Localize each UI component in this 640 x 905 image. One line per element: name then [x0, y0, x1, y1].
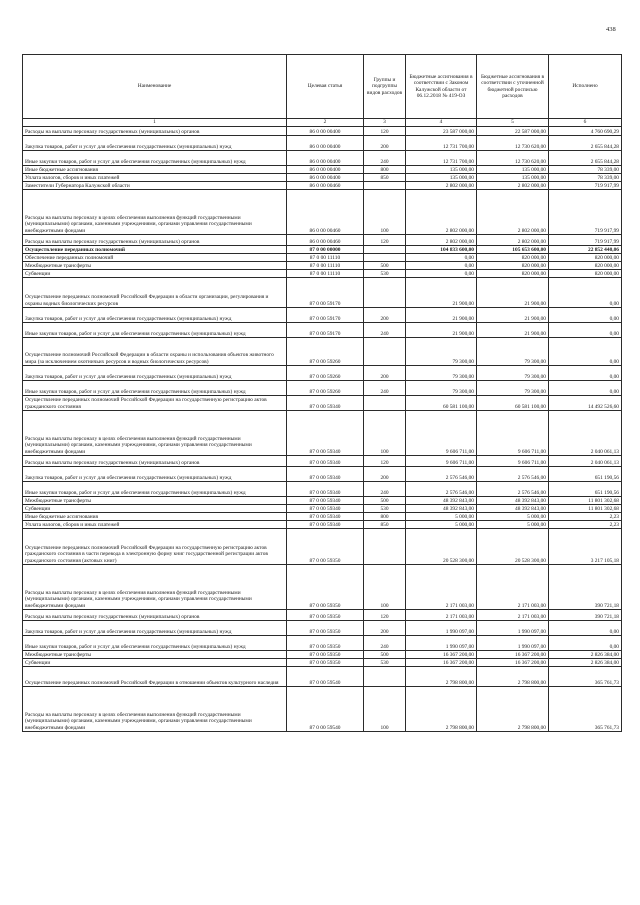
- row-revised: 2 802 000,00: [477, 235, 549, 246]
- row-group: 800: [364, 513, 406, 521]
- row-executed: 2 655 844,28: [549, 151, 622, 166]
- table-row: [23, 190, 622, 235]
- table-row: [23, 467, 622, 482]
- row-executed: 719 917,99: [549, 235, 622, 246]
- row-target: 87 0 00 59260: [287, 366, 364, 381]
- row-revised: 1 990 097,00: [477, 636, 549, 651]
- row-revised: 820 000,00: [477, 270, 549, 278]
- row-revised: 79 300,00: [477, 381, 549, 396]
- table-row: [23, 262, 622, 270]
- table-row: [23, 505, 622, 513]
- row-target: 87 0 00 11110: [287, 270, 364, 278]
- row-executed: 11 801 302,68: [549, 497, 622, 505]
- row-allocated: 5 000,00: [406, 513, 477, 521]
- row-target: 87 0 00 59260: [287, 338, 364, 366]
- row-target: 87 0 00 59340: [287, 497, 364, 505]
- row-revised: 12 730 620,00: [477, 151, 549, 166]
- row-allocated: 23 587 000,00: [406, 127, 477, 136]
- row-group: [364, 182, 406, 190]
- row-name: Межбюджетные трансферты: [23, 262, 287, 270]
- row-executed: 820 000,00: [549, 262, 622, 270]
- row-revised: 2 802 000,00: [477, 190, 549, 235]
- row-target: 87 0 00 59340: [287, 396, 364, 411]
- row-allocated: 48 392 843,00: [406, 505, 477, 513]
- row-revised: 135 000,00: [477, 166, 549, 174]
- row-name: Иные бюджетные ассигнования: [23, 513, 287, 521]
- row-group: 530: [364, 270, 406, 278]
- row-revised: 12 730 620,00: [477, 136, 549, 151]
- row-name: Закупка товаров, работ и услуг для обеспечения государственных (муниципальных) нужд: [23, 621, 287, 636]
- row-group: 500: [364, 262, 406, 270]
- row-executed: 0,00: [549, 323, 622, 338]
- row-target: 87 0 00 59260: [287, 381, 364, 396]
- table-row: [23, 529, 622, 565]
- row-revised: 21 900,00: [477, 323, 549, 338]
- column-number: 6: [549, 119, 622, 127]
- row-allocated: 79 300,00: [406, 381, 477, 396]
- table-row: [23, 254, 622, 262]
- row-name: Расходы на выплаты персоналу государственных (муниципальных) органов: [23, 127, 287, 136]
- row-target: 86 0 00 00400: [287, 166, 364, 174]
- row-name: Закупка товаров, работ и услуг для обеспечения государственных (муниципальных) нужд: [23, 308, 287, 323]
- table-row: [23, 521, 622, 529]
- table-row: [23, 497, 622, 505]
- header-target: Целевая статья: [287, 55, 364, 119]
- row-name: Закупка товаров, работ и услуг для обеспечения государственных (муниципальных) нужд: [23, 136, 287, 151]
- row-name: Расходы на выплаты персоналу государственных (муниципальных) органов: [23, 456, 287, 467]
- row-name: Осуществление переданных полномочий Российской Федерации в отношении объектов культурного наследия: [23, 667, 287, 687]
- table-row: [23, 278, 622, 308]
- row-revised: 48 392 843,00: [477, 497, 549, 505]
- row-revised: 79 300,00: [477, 366, 549, 381]
- row-target: 87 0 00 59340: [287, 505, 364, 513]
- table-row: [23, 174, 622, 182]
- table-row: [23, 366, 622, 381]
- row-executed: 2 826 384,00: [549, 659, 622, 667]
- row-group: 200: [364, 136, 406, 151]
- row-name: Субвенции: [23, 659, 287, 667]
- row-group: 850: [364, 521, 406, 529]
- row-group: 100: [364, 565, 406, 610]
- table-row: [23, 396, 622, 411]
- row-revised: 5 000,00: [477, 521, 549, 529]
- row-allocated: 2 798 800,00: [406, 687, 477, 732]
- row-target: 87 0 00 59170: [287, 278, 364, 308]
- row-allocated: 12 731 700,00: [406, 136, 477, 151]
- row-name: Расходы на выплаты персоналу в целях обеспечения выполнения функций государственными (муниципальными) органами, казенными учреждениями, органами управления государственными внебюджетными фондами: [23, 687, 287, 732]
- row-executed: 2 040 061,13: [549, 456, 622, 467]
- row-target: 86 0 00 00460: [287, 235, 364, 246]
- row-allocated: 0,00: [406, 254, 477, 262]
- row-executed: 78 339,00: [549, 174, 622, 182]
- row-name: Уплата налогов, сборов и иных платежей: [23, 521, 287, 529]
- row-target: 87 0 00 59350: [287, 651, 364, 659]
- row-name: Расходы на выплаты персоналу в целях обеспечения выполнения функций государственными (муниципальными) органами, казенными учреждениями, органами управления государственными внебюджетными фондами: [23, 565, 287, 610]
- table-row: [23, 338, 622, 366]
- row-name: Межбюджетные трансферты: [23, 497, 287, 505]
- row-executed: 4 760 690,29: [549, 127, 622, 136]
- column-number: 3: [364, 119, 406, 127]
- row-allocated: 79 300,00: [406, 338, 477, 366]
- row-name: Иные бюджетные ассигнования: [23, 166, 287, 174]
- row-executed: 820 000,00: [549, 270, 622, 278]
- row-executed: 0,00: [549, 621, 622, 636]
- row-revised: 2 171 003,00: [477, 610, 549, 621]
- row-executed: 651 190,56: [549, 482, 622, 497]
- row-executed: 390 721,18: [549, 610, 622, 621]
- row-revised: 5 000,00: [477, 513, 549, 521]
- row-revised: 2 576 546,00: [477, 467, 549, 482]
- row-group: [364, 529, 406, 565]
- row-group: [364, 254, 406, 262]
- row-executed: 2 655 844,28: [549, 136, 622, 151]
- row-name: Заместители Губернатора Калужской области: [23, 182, 287, 190]
- row-revised: 60 581 100,00: [477, 396, 549, 411]
- row-group: 200: [364, 467, 406, 482]
- table-row: [23, 636, 622, 651]
- row-group: 200: [364, 621, 406, 636]
- row-name: Иные закупки товаров, работ и услуг для обеспечения государственных (муниципальных) нужд: [23, 151, 287, 166]
- row-executed: 719 917,99: [549, 182, 622, 190]
- row-revised: 1 990 097,00: [477, 621, 549, 636]
- table-row: [23, 610, 622, 621]
- row-name: Расходы на выплаты персоналу государственных (муниципальных) органов: [23, 610, 287, 621]
- row-name: Межбюджетные трансферты: [23, 651, 287, 659]
- row-target: 86 0 00 00400: [287, 127, 364, 136]
- table-row: [23, 456, 622, 467]
- table-row: [23, 246, 622, 254]
- row-revised: 105 653 600,00: [477, 246, 549, 254]
- row-executed: 0,00: [549, 308, 622, 323]
- row-group: 850: [364, 174, 406, 182]
- row-revised: 2 802 000,00: [477, 182, 549, 190]
- table-row: [23, 411, 622, 456]
- row-target: 86 0 00 00400: [287, 174, 364, 182]
- row-name: Расходы на выплаты персоналу государственных (муниципальных) органов: [23, 235, 287, 246]
- table-row: [23, 308, 622, 323]
- page-number: 438: [606, 26, 616, 33]
- row-group: 120: [364, 456, 406, 467]
- table-row: [23, 166, 622, 174]
- row-executed: 3 217 105,18: [549, 529, 622, 565]
- row-revised: 9 606 711,00: [477, 411, 549, 456]
- row-group: 240: [364, 482, 406, 497]
- table-row: [23, 136, 622, 151]
- row-executed: 365 761,73: [549, 667, 622, 687]
- table-row: [23, 381, 622, 396]
- row-group: 200: [364, 366, 406, 381]
- row-target: 87 0 00 59340: [287, 467, 364, 482]
- row-allocated: 20 528 300,00: [406, 529, 477, 565]
- row-executed: 2,23: [549, 513, 622, 521]
- row-executed: 0,00: [549, 338, 622, 366]
- row-executed: 365 761,73: [549, 687, 622, 732]
- row-allocated: 0,00: [406, 270, 477, 278]
- header-revised: Бюджетные ассигнования в соответствии с уточненной бюджетной росписью расходов: [477, 55, 549, 119]
- row-executed: 0,00: [549, 636, 622, 651]
- row-target: 87 0 00 59540: [287, 667, 364, 687]
- row-allocated: 9 606 711,00: [406, 456, 477, 467]
- row-allocated: 12 731 700,00: [406, 151, 477, 166]
- row-group: [364, 278, 406, 308]
- row-revised: 9 606 711,00: [477, 456, 549, 467]
- row-allocated: 2 171 003,00: [406, 565, 477, 610]
- header-row: [23, 55, 622, 119]
- row-allocated: 21 900,00: [406, 308, 477, 323]
- row-revised: 16 367 200,00: [477, 651, 549, 659]
- row-target: 87 0 00 59340: [287, 411, 364, 456]
- row-name: Закупка товаров, работ и услуг для обеспечения государственных (муниципальных) нужд: [23, 366, 287, 381]
- row-target: 87 0 00 59350: [287, 621, 364, 636]
- row-name: Субвенции: [23, 505, 287, 513]
- table-row: [23, 659, 622, 667]
- row-group: [364, 338, 406, 366]
- table-row: [23, 323, 622, 338]
- row-target: 87 0 00 11110: [287, 262, 364, 270]
- table-row: [23, 667, 622, 687]
- row-allocated: 135 000,00: [406, 166, 477, 174]
- row-allocated: 60 581 100,00: [406, 396, 477, 411]
- row-name: Осуществление переданных полномочий Российской Федерации на государственную регистрацию актов гражданского состояния: [23, 396, 287, 411]
- row-target: 86 0 00 00460: [287, 190, 364, 235]
- row-allocated: 9 606 711,00: [406, 411, 477, 456]
- row-name: Осуществление переданных полномочий Российской Федерации в области организации, регулирования и охраны водных биологических ресурсов: [23, 278, 287, 308]
- row-group: 240: [364, 323, 406, 338]
- row-group: 100: [364, 687, 406, 732]
- row-name: Обеспечение переданных полномочий: [23, 254, 287, 262]
- row-revised: 20 528 300,00: [477, 529, 549, 565]
- table-body: [23, 127, 622, 732]
- row-target: 87 0 00 59340: [287, 456, 364, 467]
- row-allocated: 21 900,00: [406, 323, 477, 338]
- row-revised: 2 576 546,00: [477, 482, 549, 497]
- row-executed: 651 190,56: [549, 467, 622, 482]
- row-group: 240: [364, 636, 406, 651]
- row-allocated: 1 990 097,00: [406, 636, 477, 651]
- row-group: 530: [364, 505, 406, 513]
- row-name: Закупка товаров, работ и услуг для обеспечения государственных (муниципальных) нужд: [23, 467, 287, 482]
- row-name: Расходы на выплаты персоналу в целях обеспечения выполнения функций государственными (муниципальными) органами, казенными учреждениями, органами управления государственными внебюджетными фондами: [23, 190, 287, 235]
- row-target: 87 0 00 59350: [287, 659, 364, 667]
- column-number: 5: [477, 119, 549, 127]
- row-allocated: 79 300,00: [406, 366, 477, 381]
- row-group: 120: [364, 235, 406, 246]
- row-group: 100: [364, 190, 406, 235]
- table-row: [23, 513, 622, 521]
- row-revised: 21 900,00: [477, 308, 549, 323]
- row-group: 240: [364, 151, 406, 166]
- budget-table: [22, 54, 622, 732]
- row-name: Осуществление переданных полномочий: [23, 246, 287, 254]
- table-row: [23, 482, 622, 497]
- row-group: 800: [364, 166, 406, 174]
- table-row: [23, 270, 622, 278]
- row-allocated: 2 798 800,00: [406, 667, 477, 687]
- column-number: 1: [23, 119, 287, 127]
- row-executed: 2,23: [549, 521, 622, 529]
- row-name: Иные закупки товаров, работ и услуг для обеспечения государственных (муниципальных) нужд: [23, 381, 287, 396]
- row-target: 87 0 00 00000: [287, 246, 364, 254]
- column-number: 4: [406, 119, 477, 127]
- row-target: 86 0 00 00460: [287, 182, 364, 190]
- row-allocated: 2 802 000,00: [406, 182, 477, 190]
- row-revised: 21 900,00: [477, 278, 549, 308]
- table-row: [23, 651, 622, 659]
- row-revised: 820 000,00: [477, 254, 549, 262]
- table-row: [23, 235, 622, 246]
- row-revised: 2 798 800,00: [477, 687, 549, 732]
- row-target: 87 0 00 59350: [287, 636, 364, 651]
- row-revised: 16 367 200,00: [477, 659, 549, 667]
- table-row: [23, 687, 622, 732]
- row-revised: 48 392 843,00: [477, 505, 549, 513]
- row-allocated: 104 833 600,00: [406, 246, 477, 254]
- row-group: [364, 667, 406, 687]
- row-group: 120: [364, 127, 406, 136]
- row-allocated: 2 802 000,00: [406, 235, 477, 246]
- row-group: 530: [364, 659, 406, 667]
- row-revised: 2 171 003,00: [477, 565, 549, 610]
- row-target: 87 0 00 59350: [287, 529, 364, 565]
- column-number-row: [23, 119, 622, 127]
- row-group: 500: [364, 651, 406, 659]
- column-number: 2: [287, 119, 364, 127]
- row-allocated: 21 900,00: [406, 278, 477, 308]
- row-group: 120: [364, 610, 406, 621]
- row-name: Иные закупки товаров, работ и услуг для обеспечения государственных (муниципальных) нужд: [23, 482, 287, 497]
- row-revised: 79 300,00: [477, 338, 549, 366]
- table-row: [23, 182, 622, 190]
- row-executed: 719 917,99: [549, 190, 622, 235]
- row-executed: 0,00: [549, 381, 622, 396]
- table-row: [23, 565, 622, 610]
- row-target: 87 0 00 59540: [287, 687, 364, 732]
- header-groups: Группы и подгруппы видов расходов: [364, 55, 406, 119]
- row-allocated: 2 576 546,00: [406, 482, 477, 497]
- table-row: [23, 127, 622, 136]
- row-revised: 22 587 000,00: [477, 127, 549, 136]
- row-allocated: 1 990 097,00: [406, 621, 477, 636]
- row-group: 500: [364, 497, 406, 505]
- row-target: 87 0 00 59340: [287, 521, 364, 529]
- row-executed: 0,00: [549, 278, 622, 308]
- row-name: Субвенции: [23, 270, 287, 278]
- row-allocated: 48 392 843,00: [406, 497, 477, 505]
- row-name: Иные закупки товаров, работ и услуг для обеспечения государственных (муниципальных) нужд: [23, 323, 287, 338]
- row-group: 200: [364, 308, 406, 323]
- row-executed: 0,00: [549, 366, 622, 381]
- row-name: Иные закупки товаров, работ и услуг для обеспечения государственных (муниципальных) нужд: [23, 636, 287, 651]
- row-target: 86 0 00 00400: [287, 151, 364, 166]
- row-group: 240: [364, 381, 406, 396]
- row-executed: 2 040 061,13: [549, 411, 622, 456]
- row-group: 100: [364, 411, 406, 456]
- row-name: Уплата налогов, сборов и иных платежей: [23, 174, 287, 182]
- row-target: 87 0 00 59350: [287, 565, 364, 610]
- row-allocated: 0,00: [406, 262, 477, 270]
- row-executed: 22 852 440,06: [549, 246, 622, 254]
- row-target: 86 0 00 00400: [287, 136, 364, 151]
- table-row: [23, 621, 622, 636]
- table-row: [23, 151, 622, 166]
- row-group: [364, 246, 406, 254]
- row-target: 87 0 00 59350: [287, 610, 364, 621]
- row-allocated: 2 576 546,00: [406, 467, 477, 482]
- row-target: 87 0 00 59340: [287, 513, 364, 521]
- row-allocated: 16 367 200,00: [406, 659, 477, 667]
- row-allocated: 2 171 003,00: [406, 610, 477, 621]
- row-executed: 2 826 384,00: [549, 651, 622, 659]
- row-executed: 14 492 526,60: [549, 396, 622, 411]
- header-executed: Исполнено: [549, 55, 622, 119]
- row-target: 87 0 00 59340: [287, 482, 364, 497]
- row-allocated: 2 802 000,00: [406, 190, 477, 235]
- row-allocated: 16 367 200,00: [406, 651, 477, 659]
- row-executed: 11 801 302,68: [549, 505, 622, 513]
- row-name: Расходы на выплаты персоналу в целях обеспечения выполнения функций государственными (муниципальными) органами, казенными учреждениями, органами управления государственными внебюджетными фондами: [23, 411, 287, 456]
- row-target: 87 0 00 59170: [287, 308, 364, 323]
- row-executed: 820 000,00: [549, 254, 622, 262]
- row-executed: 78 339,00: [549, 166, 622, 174]
- row-group: [364, 396, 406, 411]
- row-revised: 2 798 800,00: [477, 667, 549, 687]
- row-name: Осуществление полномочий Российской Федерации в области охраны и использования объектов животного мира (за исключением охотничьих ресурсов и водных биологических ресурсов): [23, 338, 287, 366]
- row-allocated: 5 000,00: [406, 521, 477, 529]
- row-revised: 820 000,00: [477, 262, 549, 270]
- row-name: Осуществление переданных полномочий Российской Федерации на государственную регистрацию актов гражданского состояния в части перевода в электронную форму книг государственной регистрации актов гражданского состояния (актовых книг): [23, 529, 287, 565]
- header-name: Наименование: [23, 55, 287, 119]
- row-allocated: 135 000,00: [406, 174, 477, 182]
- row-revised: 135 000,00: [477, 174, 549, 182]
- row-target: 87 0 00 59170: [287, 323, 364, 338]
- row-executed: 390 721,18: [549, 565, 622, 610]
- row-target: 87 0 00 11110: [287, 254, 364, 262]
- header-allocated: Бюджетные ассигнования в соответствии с Законом Калужской области от 06.12.2018 № 419-ОЗ: [406, 55, 477, 119]
